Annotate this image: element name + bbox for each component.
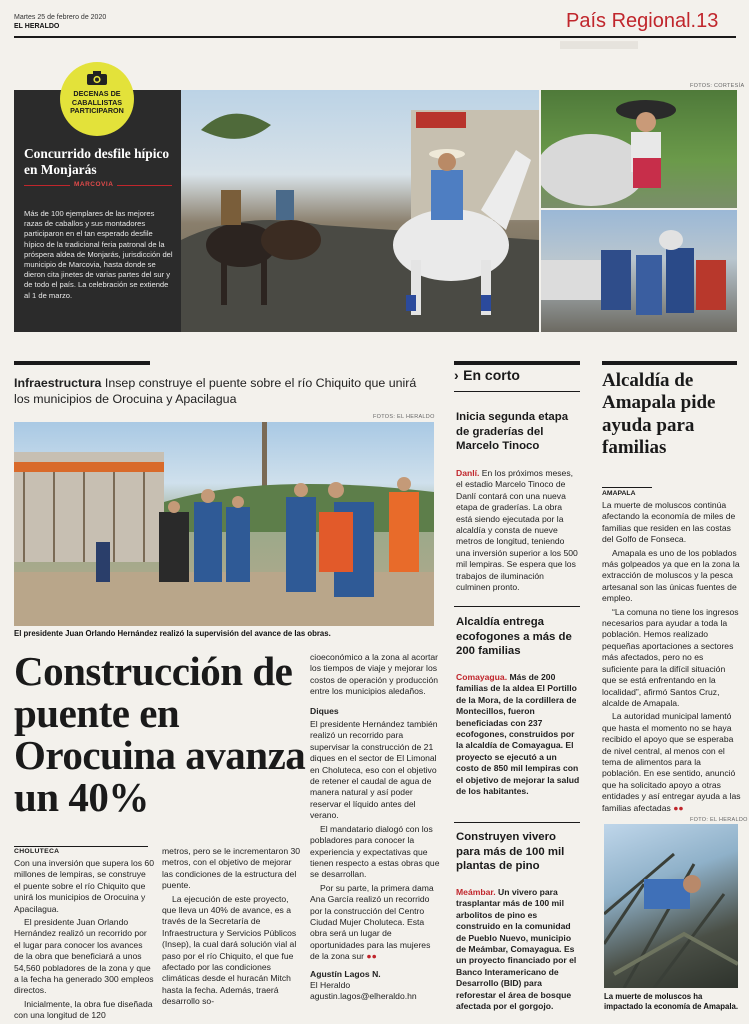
main-para: Inicialmente, la obra fue diseñada con una longitud de 120 [14,998,153,1021]
main-col2 [162,846,302,1010]
side-para [602,711,741,814]
main-para: La ejecución de este proyecto, que lleva un 40% de avance, es a través de la Secretaría de Infraestructura y Servicios Públicos (Insep), la cual dará solución vial al paso por el río Chiquito, el que fue afectado por las condiciones climáticas desde el huracán Mitch hasta la fecha. Además, traerá desarrollo so- [162,893,297,1007]
main-para: Con una inversión que supera los 60 millones de lempiras, se construye el puente sobre el río Chiquito que unirá los municipios de Orocuina y Apacilagua. [14,858,154,914]
main-deck: Insep construye el puente sobre el río Chiquito que unirá los municipios de Orocuina y Apacilagua [14,376,417,406]
side-para: La muerte de moluscos continúa afectando la economía de miles de familias que residen en las costas del Golfo de Fonseca. [602,500,736,545]
main-col3 [310,652,440,1003]
side-credit: FOTO: EL HERALDO [690,817,748,823]
feature-badge [60,62,134,136]
bridge-photo [14,422,434,626]
main-rule [14,361,150,365]
brief-place: Comayagua. [456,672,508,682]
side-para: “La comuna no tiene los ingresos necesarios para ayudar a toda la población. Hemos realizado pequeñas aportaciones a sectores más afectados, pero no es suficiente para la difícil situación que se está enfrentando en la localidad”, afirmó Santos Cruz, alcalde de Amapala. [602,606,739,708]
side-para-text: La autoridad municipal lamentó que hasta el momento no se haya recibido el apoyo que se esperaba de nivel central, al menos con el tema de alimentos para la población. En ese sentido, anunció que ha solicitado apoyo a otras entidades y así entregar ayuda a las familias afectadas [602,711,741,813]
byline-paper: El Heraldo [310,979,351,990]
main-dateline: CHOLUTECA [14,848,60,855]
end-mark-icon: ●● [366,951,377,962]
brief-rule [454,361,580,365]
main-deck-block [14,375,434,407]
main-para: El presidente Hernández también realizó un recorrido para supervisar la construcción de 21 diques en el sector de El Limonal en Choluteca, eso con el objetivo de retener el caudal de agua de manera natural y así poder reservar el líquido antes del verano. [310,719,438,821]
main-credit: FOTOS: EL HERALDO [373,414,435,420]
side-dateline: AMAPALA [602,490,636,497]
brief-title: Construyen vivero para más de 100 mil plantas de pino [456,831,565,873]
main-para: cioeconómico a la zona al acortar los tiempos de viaje y mejorar los costos de operación y producción entre los municipios aledaños. [310,652,439,697]
brief-place: Danlí. [456,468,480,478]
dateline-rule [14,846,148,847]
main-headline: Construcción de puente en Orocuina avanza un 40% [14,648,306,820]
feature-credit: FOTOS: CORTESÍA [690,83,745,89]
chevron-right-icon: › [454,367,459,383]
side-body [602,500,741,816]
brief-body: Un vivero para trasplantar más de 100 mil arbolitos de pino es construido en la comunidad de Pueblo Nuevo, municipio de Meámbar, Comayagua. Es un proyecto financiado por el Banco Interamericano de Desarrollo (BID) para reforestar el área de bosque afectada por el gorgojo. [456,887,577,1012]
brief-body: Más de 200 familias de la aldea El Portillo de la Mora, de la cordillera de Montecillos, fueron beneficiadas con 237 ecofogones, construidos por la alcaldía de Comayagua. El proyecto se ejecutó a un costo de 850 mil lempiras con el objetivo de mejorar la salud de los habitantes. [456,672,580,797]
horse-parade-photo [181,90,539,332]
end-mark-icon: ●● [673,802,684,813]
main-col1 [14,858,154,1024]
main-kicker: Infraestructura [14,376,102,390]
main-para [310,883,440,963]
newspaper-name: EL HERALDO [14,23,60,30]
brief-divider [454,606,580,607]
main-para: El presidente Juan Orlando Hernández realizó un recorrido por el lugar para conocer los avances de la obra que beneficiará a unos 54,560 pobladores de la zona y que a la fecha ha generado 300 empleos directos. [14,917,154,996]
side-headline: Alcaldía de Amapala pide ayuda para familias [602,370,716,459]
camera-icon [86,71,108,86]
bleed-through: ▬▬▬ [560,26,638,55]
badge-text: DECENAS DE CABALLISTAS PARTICIPARON [70,89,124,116]
side-para: Amapala es uno de los poblados más golpeados ya que en la zona la extracción de moluscos y la pesca artesanal son las únicas fuentes de empleo. [602,547,740,604]
byline-name: Agustín Lagos N. [310,968,381,979]
brief-place: Meámbar. [456,887,496,897]
brief-title: Alcaldía entrega ecofogones a más de 200 familias [456,616,572,658]
main-para: El mandatario dialogó con los pobladores para conocer la experiencia y expectativas que tienen respecto a estas obras que se desarrollan. [310,823,440,880]
band-photo [541,210,737,332]
brief-title: Inicia segunda etapa de graderías del Marcelo Tinoco [456,411,569,453]
feature-location: MARCOVIA [70,181,117,188]
brief-text [456,672,580,797]
feature-title: Concurrido desfile hípico en Monjarás [24,146,170,177]
byline-email[interactable]: agustin.lagos@elheraldo.hn [310,991,417,1002]
side-dateline-rule [602,487,652,488]
main-para-text: Por su parte, la primera dama Ana García realizó un recorrido por la construcción del Centro Ciudad Mujer Choluteca. Esta obra será un lugar de oportunidades para las mujeres de la zona sur [310,882,434,962]
section-name: País Regional [566,10,691,32]
side-caption: La muerte de moluscos ha impactado la economía de Amapala. [604,992,739,1011]
main-para: metros, pero se le incrementaron 30 metros, con el objetivo de mejorar las condiciones de la estructura del puente. [162,846,301,891]
brief-text [456,887,580,1012]
mollusk-photo [604,824,738,988]
brief-divider [454,822,580,823]
girl-rider-photo [541,90,737,208]
brief-header [454,367,580,392]
main-subhead: Diques [310,705,339,716]
main-caption: El presidente Juan Orlando Hernández realizó la supervisión del avance de las obras. [14,629,331,638]
side-rule [602,361,737,365]
feature-body: Más de 100 ejemplares de las mejores razas de caballos y sus montadores participaron en el tan esperado desfile hípico de la tradicional feria patronal de la próspera aldea de Monjarás, jurisdicción del municipio de Marcovia, hasta donde se dieron cita jinetes de varias partes del sur y de todo el país. La celebración se extiende al 1 de marzo. [24,209,173,300]
brief-label: En corto [463,367,520,383]
brief-text [456,468,580,593]
page-number: .13 [690,10,719,32]
brief-body: En los próximos meses, el estadio Marcelo Tinoco de Danlí contará con una nueva etapa de graderías. La obra está siendo ejecutada por la alcaldía y consta de nueve metros de longitud, teniendo una inversión superior a los 500 mil lempiras. Se espera que los trabajos de iluminación culminen pronto. [456,468,578,593]
issue-date: Martes 25 de febrero de 2020 [14,14,107,21]
